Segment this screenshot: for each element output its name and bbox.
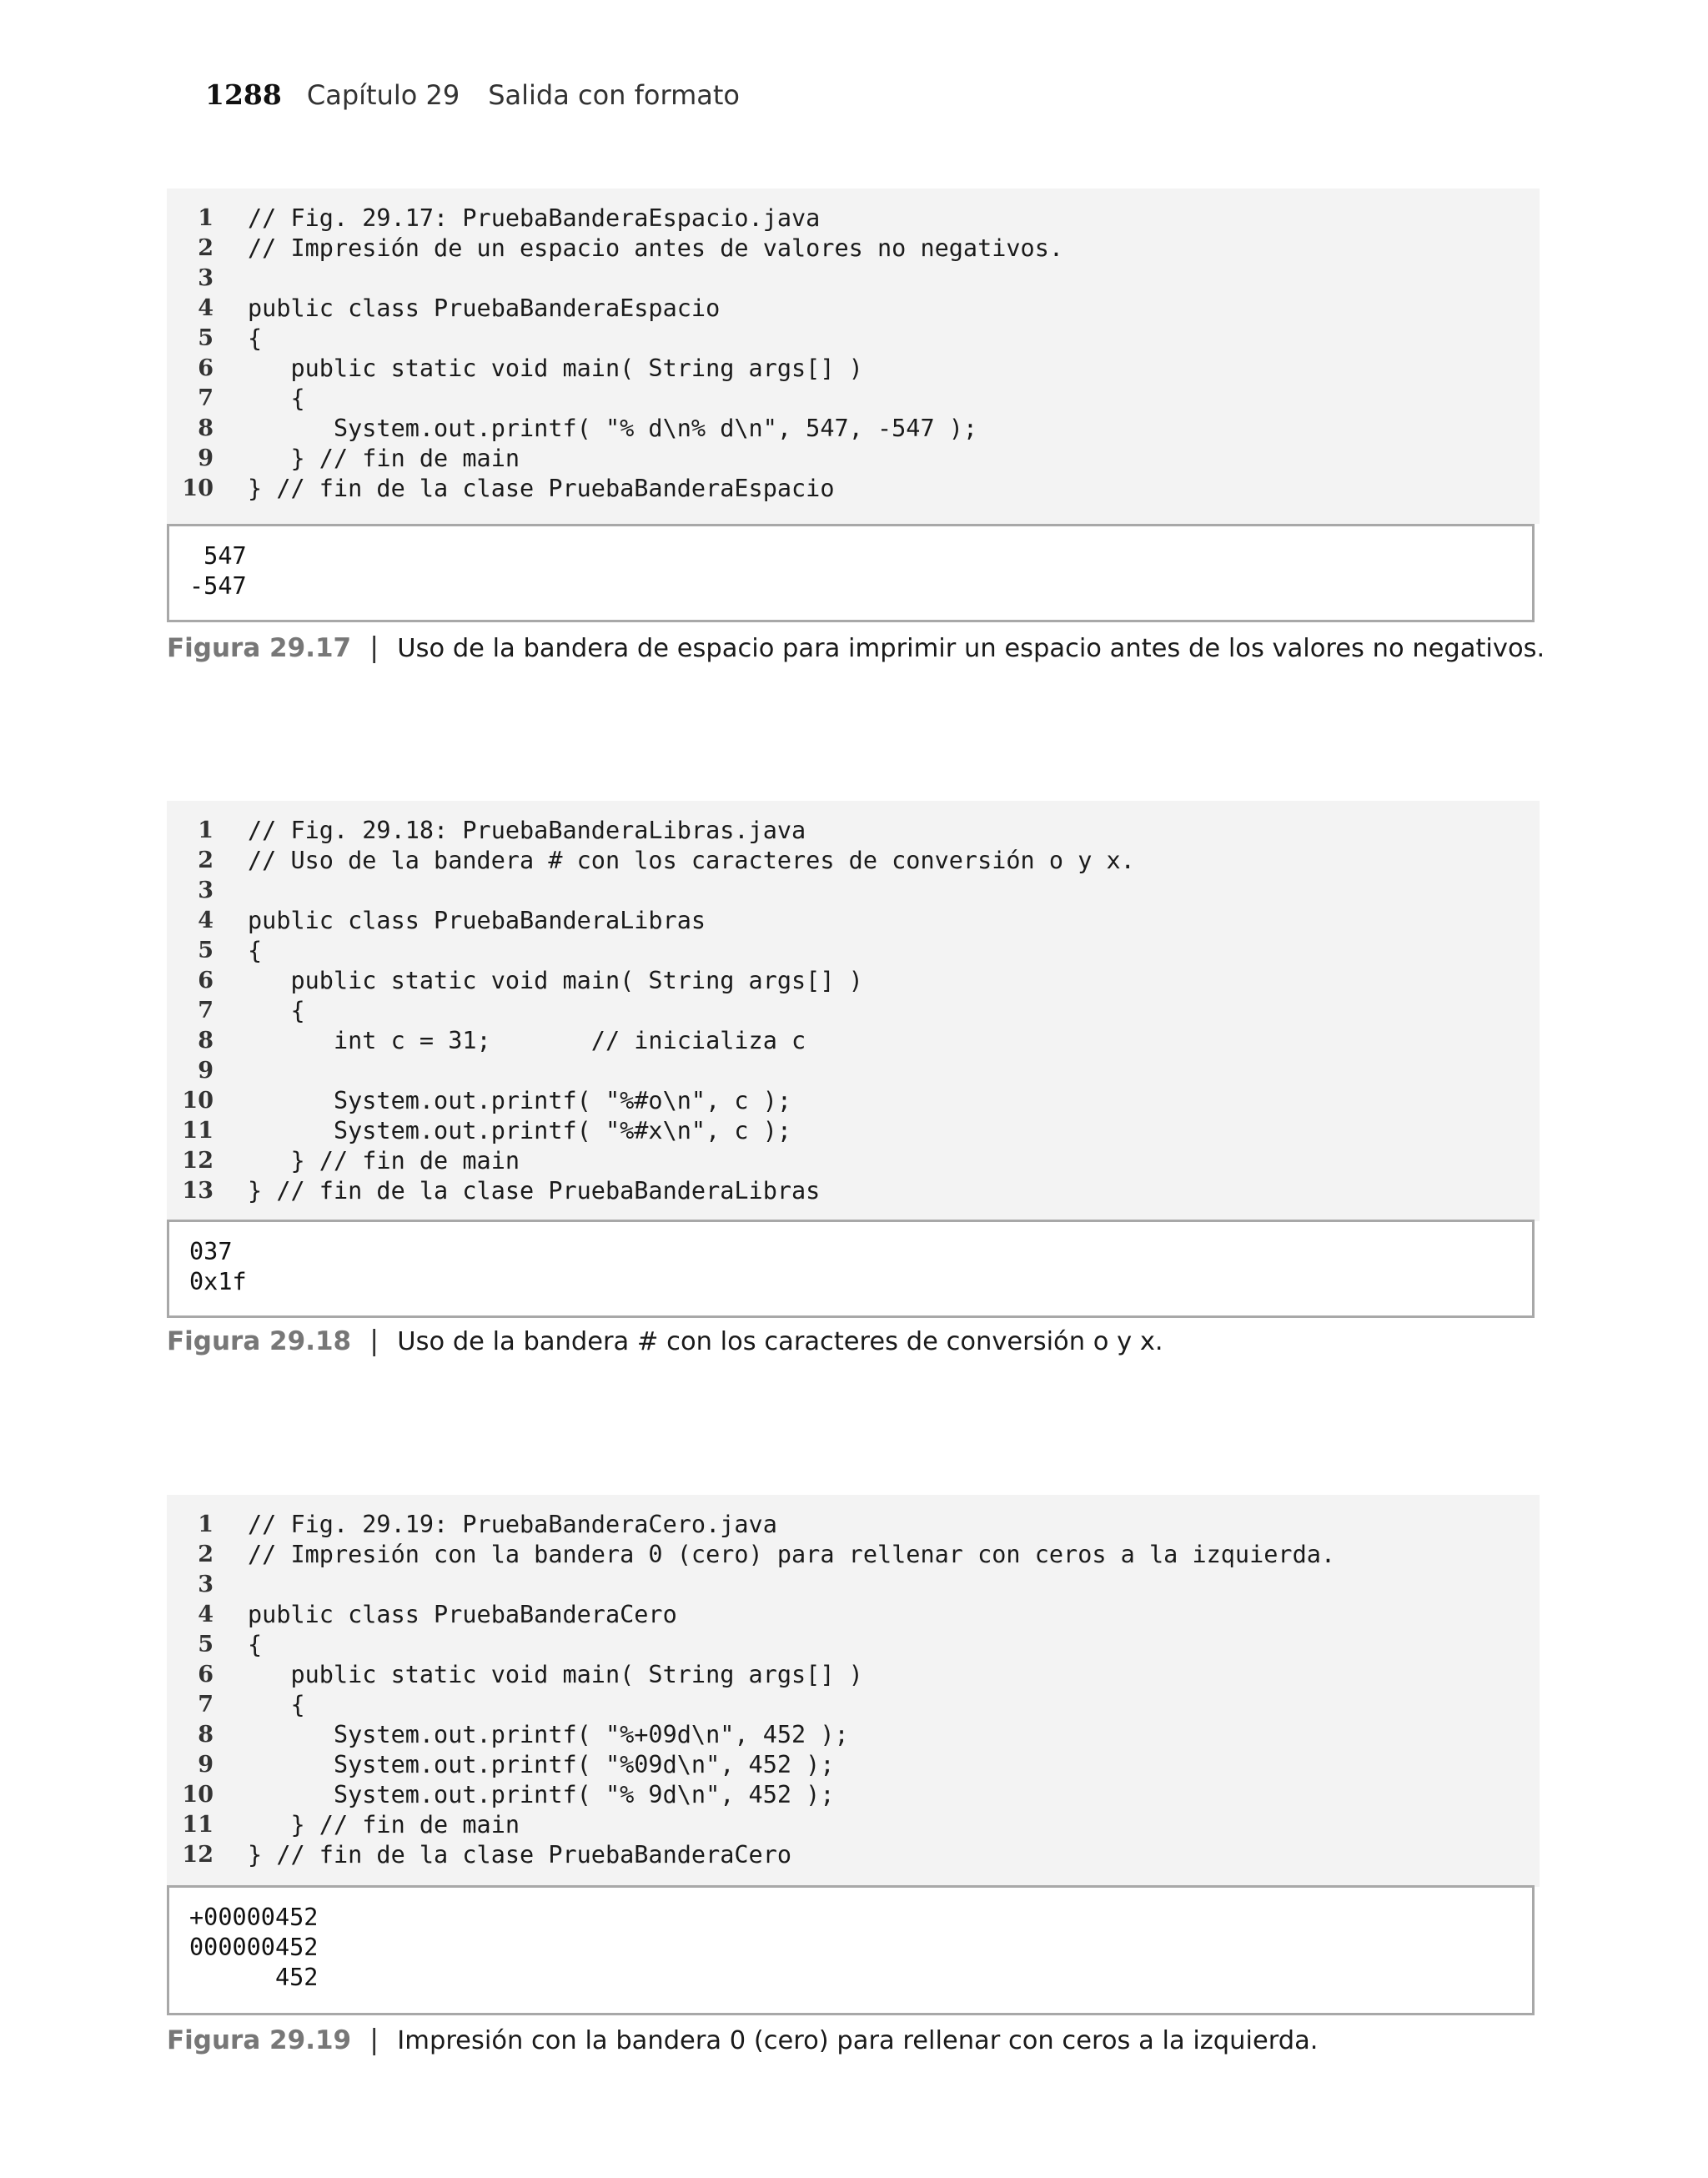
line-number: 6 (198, 355, 214, 381)
page-header (205, 78, 740, 120)
code-text: public class PruebaBanderaCero (248, 1601, 677, 1628)
program-output-fig-29-18 (167, 1220, 1535, 1318)
caption-text: Uso de la bandera # con los caracteres de conversión o y x. (397, 1327, 1163, 1356)
caption-text: Impresión con la bandera 0 (cero) para rellenar con ceros a la izquierda. (397, 2026, 1319, 2055)
line-number: 11 (182, 1812, 214, 1838)
code-line (167, 1116, 1540, 1146)
line-number: 2 (198, 235, 214, 261)
line-number: 9 (198, 445, 214, 471)
code-line (167, 1540, 1540, 1570)
output-line: 037 (189, 1238, 233, 1265)
line-number: 2 (198, 848, 214, 873)
code-text: // Fig. 29.19: PruebaBanderaCero.java (248, 1511, 777, 1538)
line-number: 7 (198, 998, 214, 1024)
code-text: // Fig. 29.18: PruebaBanderaLibras.java (248, 817, 806, 844)
code-text: public static void main( String args[] ) (248, 355, 863, 382)
output-line: 0x1f (189, 1268, 247, 1295)
output-line: 547 (189, 542, 247, 570)
line-number: 5 (198, 938, 214, 963)
code-text: { (248, 937, 263, 964)
output-line: +00000452 (189, 1904, 319, 1931)
code-line (167, 384, 1540, 414)
line-number: 9 (198, 1752, 214, 1778)
code-text: { (248, 385, 305, 412)
code-text: System.out.printf( "%#x\n", c ); (248, 1117, 792, 1144)
code-text: { (248, 997, 305, 1024)
page-number: 1288 (205, 78, 282, 111)
code-line (167, 906, 1540, 936)
output-line: 452 (189, 1964, 319, 1991)
code-listing-fig-29-18 (167, 801, 1540, 1221)
line-number: 7 (198, 1692, 214, 1718)
caption-label: Figura 29.19 (167, 2025, 352, 2055)
code-text: // Impresión de un espacio antes de valores no negativos. (248, 234, 1064, 262)
code-text: public class PruebaBanderaEspacio (248, 294, 721, 322)
code-line (167, 294, 1540, 324)
line-number: 1 (198, 205, 214, 231)
code-line (167, 1176, 1540, 1206)
code-text: // Impresión con la bandera 0 (cero) para rellenar con ceros a la izquierda. (248, 1541, 1336, 1568)
code-text: // Fig. 29.17: PruebaBanderaEspacio.java (248, 204, 821, 232)
output-line: 000000452 (189, 1934, 319, 1961)
code-text: int c = 31; // inicializa c (248, 1027, 806, 1054)
program-output-fig-29-17 (167, 524, 1535, 622)
figure-caption-29-19 (167, 2023, 1319, 2055)
code-line (167, 1840, 1540, 1870)
line-number: 8 (198, 1028, 214, 1054)
code-line (167, 1720, 1540, 1750)
code-line (167, 264, 1540, 294)
line-number: 12 (182, 1148, 214, 1174)
code-line (167, 1630, 1540, 1660)
line-number: 3 (198, 1572, 214, 1597)
code-line (167, 234, 1540, 264)
code-text: // Uso de la bandera # con los caracteres de conversión o y x. (248, 847, 1135, 874)
line-number: 11 (182, 1118, 214, 1144)
line-number: 6 (198, 1662, 214, 1688)
code-text: public class PruebaBanderaLibras (248, 907, 706, 934)
line-number: 5 (198, 1632, 214, 1657)
caption-separator: | (369, 1324, 379, 1356)
code-line (167, 1690, 1540, 1720)
code-line (167, 1660, 1540, 1690)
code-text: } // fin de main (248, 1147, 520, 1175)
code-text: System.out.printf( "% 9d\n", 452 ); (248, 1781, 835, 1808)
program-output-fig-29-19 (167, 1885, 1535, 2015)
code-line (167, 1750, 1540, 1780)
code-text: { (248, 1631, 263, 1658)
code-line (167, 816, 1540, 846)
line-number: 3 (198, 878, 214, 903)
code-line (167, 1146, 1540, 1176)
output-line: -547 (189, 572, 247, 600)
line-number: 9 (198, 1058, 214, 1084)
caption-separator: | (369, 631, 379, 663)
code-line (167, 846, 1540, 876)
caption-separator: | (369, 2023, 379, 2055)
figure-caption-29-18 (167, 1324, 1163, 1356)
line-number: 3 (198, 265, 214, 291)
code-text: } // fin de main (248, 445, 520, 472)
line-number: 5 (198, 325, 214, 351)
line-number: 12 (182, 1842, 214, 1868)
figure-caption-29-17 (167, 631, 1545, 663)
code-text: System.out.printf( "%+09d\n", 452 ); (248, 1721, 849, 1748)
code-line (167, 1600, 1540, 1630)
code-line (167, 1570, 1540, 1600)
code-line (167, 1810, 1540, 1840)
code-line (167, 414, 1540, 444)
line-number: 8 (198, 1722, 214, 1748)
line-number: 1 (198, 1512, 214, 1537)
line-number: 10 (182, 1088, 214, 1114)
code-line (167, 474, 1540, 504)
line-number: 2 (198, 1542, 214, 1567)
code-line (167, 1780, 1540, 1810)
caption-label: Figura 29.18 (167, 1326, 352, 1356)
code-line (167, 1026, 1540, 1056)
line-number: 13 (182, 1178, 214, 1204)
chapter-label: Capítulo 29 (306, 79, 460, 111)
code-line (167, 1510, 1540, 1540)
code-text: System.out.printf( "% d\n% d\n", 547, -547 ); (248, 415, 978, 442)
code-text: { (248, 324, 263, 352)
code-text: } // fin de la clase PruebaBanderaEspacio (248, 475, 835, 502)
caption-label: Figura 29.17 (167, 633, 352, 663)
code-text: } // fin de main (248, 1811, 520, 1838)
line-number: 10 (182, 1782, 214, 1808)
code-line (167, 324, 1540, 354)
code-text: public static void main( String args[] ) (248, 1661, 863, 1688)
line-number: 7 (198, 385, 214, 411)
code-listing-fig-29-17 (167, 189, 1540, 524)
code-line (167, 444, 1540, 474)
code-line (167, 966, 1540, 996)
code-text: System.out.printf( "%#o\n", c ); (248, 1087, 792, 1114)
caption-text: Uso de la bandera de espacio para imprimir un espacio antes de los valores no negativos. (397, 634, 1545, 663)
code-text: } // fin de la clase PruebaBanderaCero (248, 1841, 792, 1869)
line-number: 10 (182, 475, 214, 501)
line-number: 4 (198, 908, 214, 933)
code-text: { (248, 1691, 305, 1718)
chapter-title: Salida con formato (488, 79, 740, 111)
line-number: 4 (198, 295, 214, 321)
code-line (167, 936, 1540, 966)
code-text: } // fin de la clase PruebaBanderaLibras (248, 1177, 821, 1205)
line-number: 1 (198, 817, 214, 843)
code-line (167, 1056, 1540, 1086)
line-number: 6 (198, 968, 214, 993)
code-line (167, 204, 1540, 234)
code-listing-fig-29-19 (167, 1495, 1540, 1887)
code-text: public static void main( String args[] ) (248, 967, 863, 994)
code-line (167, 876, 1540, 906)
code-line (167, 1086, 1540, 1116)
code-line (167, 996, 1540, 1026)
code-text: System.out.printf( "%09d\n", 452 ); (248, 1751, 835, 1778)
line-number: 4 (198, 1602, 214, 1627)
code-line (167, 354, 1540, 384)
line-number: 8 (198, 415, 214, 441)
